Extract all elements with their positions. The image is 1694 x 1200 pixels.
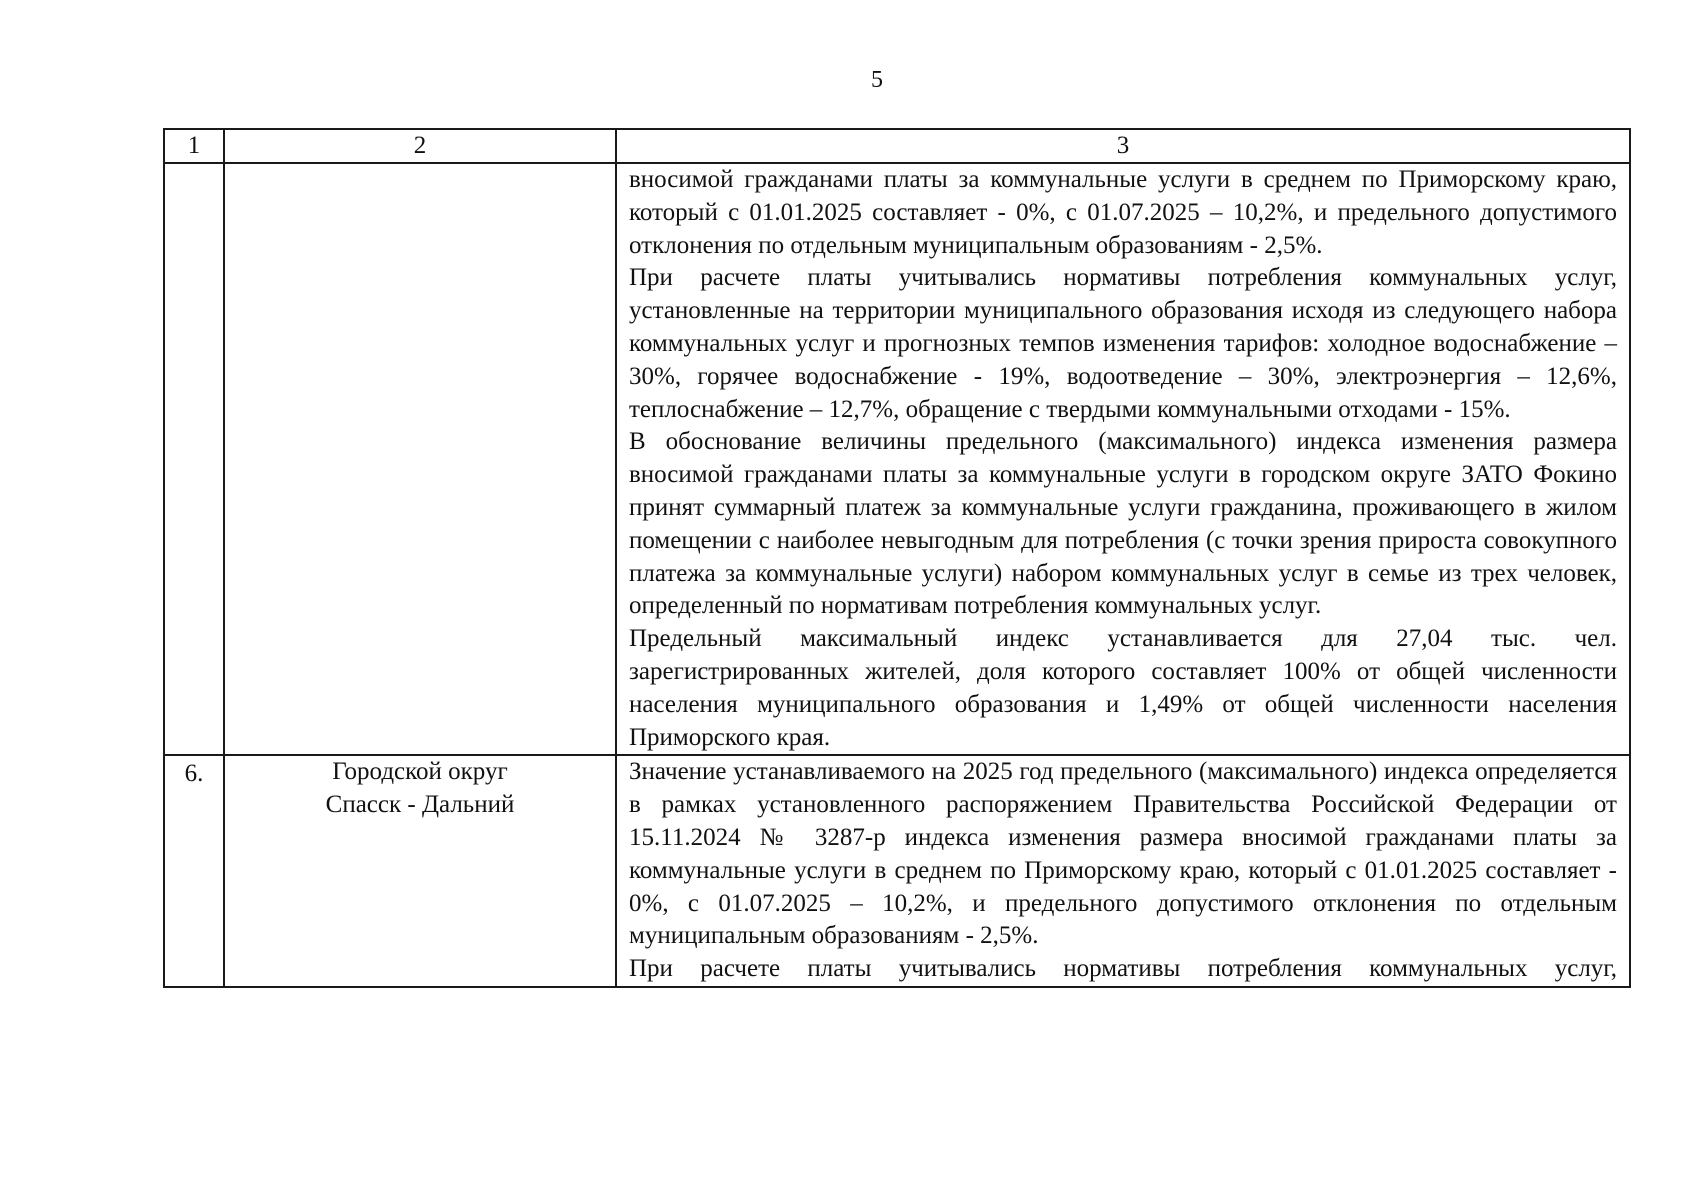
description-paragraph: Значение устанавливаемого на 2025 год предельного (максимального) индекса определяется в рамках установленного распоряжением Правительства Российской Федерации от 15.11.2024 № 3287-р индекса изменения размера вносимой гражданами платы за коммунальные услуги в среднем по Приморскому краю, который с 01.01.2025 составляет - 0%, с 01.07.2025 – 10,2%, и предельного допустимого отклонения по отдельным муниципальным образованиям - 2,5%. <box>629 758 1617 950</box>
row-number-cell <box>164 755 224 987</box>
header-col-2: 2 <box>224 129 616 163</box>
row-number-cell <box>164 163 224 755</box>
municipality-name-line-2: Спасск - Дальний <box>325 791 515 819</box>
header-col-3: 3 <box>616 129 1630 163</box>
municipality-name-line-1: Городской округ <box>332 758 508 786</box>
description-continued-line: При расчете платы учитывались нормативы потребления коммунальных услуг, <box>629 955 1617 983</box>
row-municipality-cell <box>224 163 616 755</box>
description-paragraph: При расчете платы учитывались нормативы потребления коммунальных услуг, установленные на территории муниципального образования исходя из следующего набора коммунальных услуг и прогнозных темпов изменения тарифов: холодное водоснабжение – 30%, горячее водоснабжение - 19%, водоотведение – 30%, электроэнергия – 12,6%, теплоснабжение – 12,7%, обращение с твердыми коммунальными отходами - 15%. <box>629 264 1617 423</box>
description-paragraph: Предельный максимальный индекс устанавливается для 27,04 тыс. чел. зарегистрированных жителей, доля которого составляет 100% от общей численности населения муниципального образования и 1,49% от общей численности населения Приморского края. <box>629 625 1617 751</box>
table-row-6 <box>164 755 1630 987</box>
row-municipality-cell <box>224 755 616 987</box>
row-description-cell <box>616 755 1630 987</box>
header-col-1: 1 <box>164 129 224 163</box>
municipal-index-table <box>163 128 1631 988</box>
table-header-row <box>164 129 1630 163</box>
description-paragraph: В обоснование величины предельного (максимального) индекса изменения размера вносимой гражданами платы за коммунальные услуги в городском округе ЗАТО Фокино принят суммарный платеж за коммунальные услуги гражданина, проживающего в жилом помещении с наиболее невыгодным для потребления (с точки зрения прироста совокупного платежа за коммунальные услуги) набором коммунальных услуг в семье из трех человек, определенный по нормативам потребления коммунальных услуг. <box>629 428 1617 620</box>
description-paragraph: вносимой гражданами платы за коммунальные услуги в среднем по Приморскому краю, который с 01.01.2025 составляет - 0%, с 01.07.2025 – 10,2%, и предельного допустимого отклонения по отдельным муниципальным образованиям - 2,5%. <box>629 166 1617 259</box>
row-description-cell <box>616 163 1630 755</box>
page-number: 5 <box>871 67 883 93</box>
table-row-continuation <box>164 163 1630 755</box>
row-number: 6. <box>184 760 204 788</box>
